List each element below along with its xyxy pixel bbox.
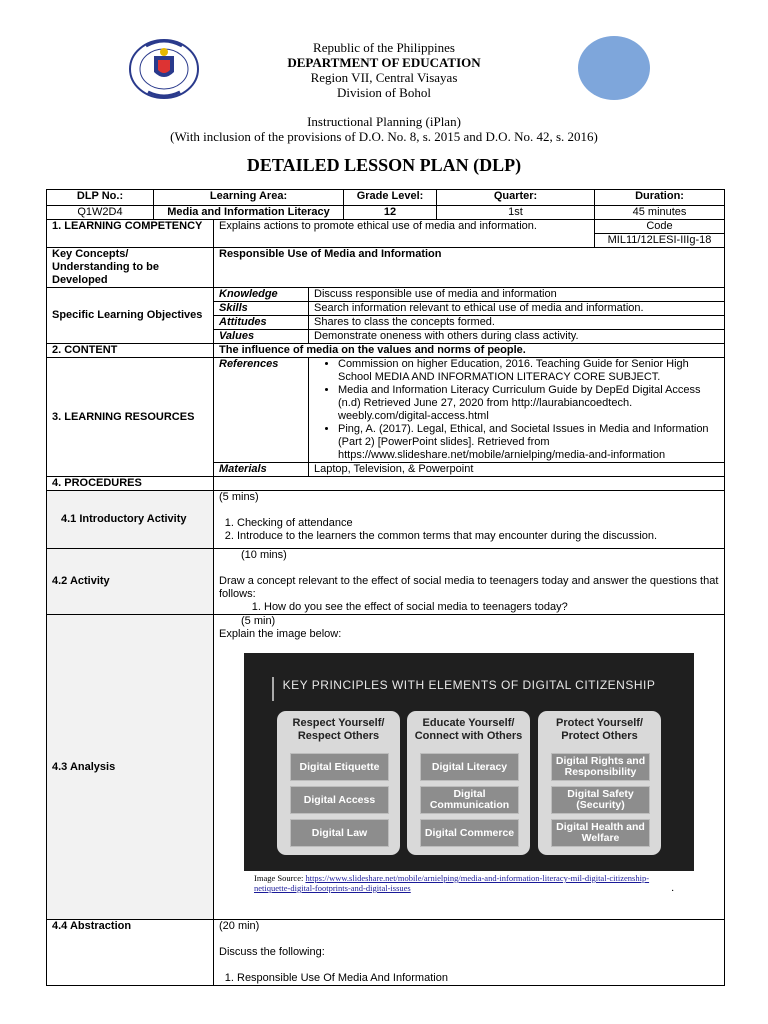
grade-level-value: 12 [344, 206, 437, 220]
element-pill: Digital Law [290, 819, 389, 847]
intro-activity-label: 4.1 Introductory Activity [47, 491, 214, 549]
references-list [309, 358, 725, 463]
objective-domain: Skills [214, 302, 309, 316]
objectives-label: Specific Learning Objectives [47, 288, 214, 344]
header-division: Division of Bohol [337, 85, 431, 100]
analysis-content [214, 615, 725, 920]
abstraction-item: 1. Responsible Use Of Media And Information [237, 972, 719, 985]
objective-text: Demonstrate oneness with others during class activity. [309, 330, 725, 344]
duration-value: 45 minutes [595, 206, 725, 220]
principle-card [407, 711, 530, 855]
intro-item: 2. Introduce to the learners the common terms that may encounter during the discussion. [237, 530, 719, 543]
dlp-no-header: DLP No.: [47, 190, 154, 206]
card-heading: Respect Yourself/ Respect Others [292, 717, 385, 742]
activity-content [214, 549, 725, 615]
element-pill: Digital Etiquette [290, 753, 389, 781]
element-pill: Digital Health and Welfare [551, 819, 650, 847]
duration-header: Duration: [595, 190, 725, 206]
code-label: Code [595, 220, 725, 234]
abstraction-time: (20 min) [219, 920, 260, 932]
image-title: KEY PRINCIPLES WITH ELEMENTS OF DIGITAL CITIZENSHIP [282, 678, 656, 692]
analysis-time: (5 min) [241, 615, 276, 627]
competency-label: 1. LEARNING COMPETENCY [47, 220, 214, 248]
abstraction-label: 4.4 Abstraction [47, 920, 214, 986]
header-department: DEPARTMENT OF EDUCATION [287, 55, 481, 70]
key-concepts-label: Key Concepts/ Understanding to be Developed [47, 248, 214, 288]
element-pill: Digital Commerce [420, 819, 519, 847]
digital-citizenship-image [244, 653, 694, 871]
objective-text: Search information relevant to ethical use of media and information. [309, 302, 725, 316]
objective-domain: Attitudes [214, 316, 309, 330]
competency-text: Explains actions to promote ethical use of media and information. [214, 220, 595, 248]
competency-code: MIL11/12LESI-IIIg-18 [595, 234, 725, 248]
abstraction-text: Discuss the following: [219, 946, 325, 958]
element-pill: Digital Communication [420, 786, 519, 814]
principle-card [277, 711, 400, 855]
objective-domain: Knowledge [214, 288, 309, 302]
lesson-plan-table [46, 189, 725, 986]
content-label: 2. CONTENT [47, 344, 214, 358]
intro-time: (5 mins) [219, 491, 259, 503]
materials-label: Materials [214, 463, 309, 477]
image-source-label: Image Source: [254, 873, 304, 883]
reference-item: • Ping, A. (2017). Legal, Ethical, and Societal Issues in Media and Information (Part 2) [PowerPoint slides]. Retrieved from https://www.slideshare.net/mobile/arnielping/media-and-information [338, 423, 719, 462]
intro-item: 1. Checking of attendance [237, 517, 719, 530]
card-heading: Educate Yourself/ Connect with Others [414, 717, 523, 742]
header-iplan: Instructional Planning (iPlan) [307, 114, 461, 129]
key-concepts-text: Responsible Use of Media and Information [214, 248, 725, 288]
activity-question: 1. How do you see the effect of social media to teenagers today? [264, 601, 719, 614]
references-label: References [214, 358, 309, 463]
page-title: DETAILED LESSON PLAN (DLP) [246, 155, 522, 175]
activity-label: 4.2 Activity [47, 549, 214, 615]
learning-area-header: Learning Area: [154, 190, 344, 206]
content-text: The influence of media on the values and norms of people. [214, 344, 725, 358]
objective-domain: Values [214, 330, 309, 344]
activity-text: Draw a concept relevant to the effect of social media to teenagers today and answer the questions that follows: [219, 575, 719, 600]
element-pill: Digital Rights and Responsibility [551, 753, 650, 781]
activity-time: (10 mins) [241, 549, 287, 561]
quarter-value: 1st [437, 206, 595, 220]
header-republic: Republic of the Philippines [313, 40, 455, 55]
procedures-empty [214, 477, 725, 491]
objective-text: Discuss responsible use of media and information [309, 288, 725, 302]
dlp-no-value: Q1W2D4 [47, 206, 154, 220]
image-source-link[interactable]: https://www.slideshare.net/mobile/arnielping/media-and-information-literacy-mil-digital-citizenship-netiquette-digital-footprints-and-digital-issues [254, 873, 650, 893]
reference-item: • Media and Information Literacy Curriculum Guide by DepEd Digital Access (n.d) Retrieved June 27, 2020 from http://laurabiancoedtech. weebly.com/digital-access.html [338, 384, 719, 423]
intro-activity-content [214, 491, 725, 549]
image-source [224, 873, 674, 893]
resources-label: 3. LEARNING RESOURCES [47, 358, 214, 477]
analysis-text: Explain the image below: [219, 628, 342, 640]
trailing-period: . [671, 882, 674, 894]
card-heading: Protect Yourself/ Protect Others [555, 717, 643, 742]
learning-area-value: Media and Information Literacy [154, 206, 344, 220]
principle-card [538, 711, 661, 855]
quarter-header: Quarter: [437, 190, 595, 206]
grade-level-header: Grade Level: [344, 190, 437, 206]
abstraction-content [214, 920, 725, 986]
element-pill: Digital Access [290, 786, 389, 814]
element-pill: Digital Literacy [420, 753, 519, 781]
materials-text: Laptop, Television, & Powerpoint [309, 463, 725, 477]
objective-text: Shares to class the concepts formed. [309, 316, 725, 330]
reference-item: • Commission on higher Education, 2016. Teaching Guide for Senior High School MEDIA AND INFORMATION LITERACY CORE SUBJECT. [338, 358, 719, 384]
header-provisions: (With inclusion of the provisions of D.O. No. 8, s. 2015 and D.O. No. 42, s. 2016) [170, 129, 598, 144]
header-region: Region VII, Central Visayas [310, 70, 458, 85]
procedures-label: 4. PROCEDURES [47, 477, 214, 491]
element-pill: Digital Safety (Security) [551, 786, 650, 814]
analysis-label: 4.3 Analysis [47, 615, 214, 920]
